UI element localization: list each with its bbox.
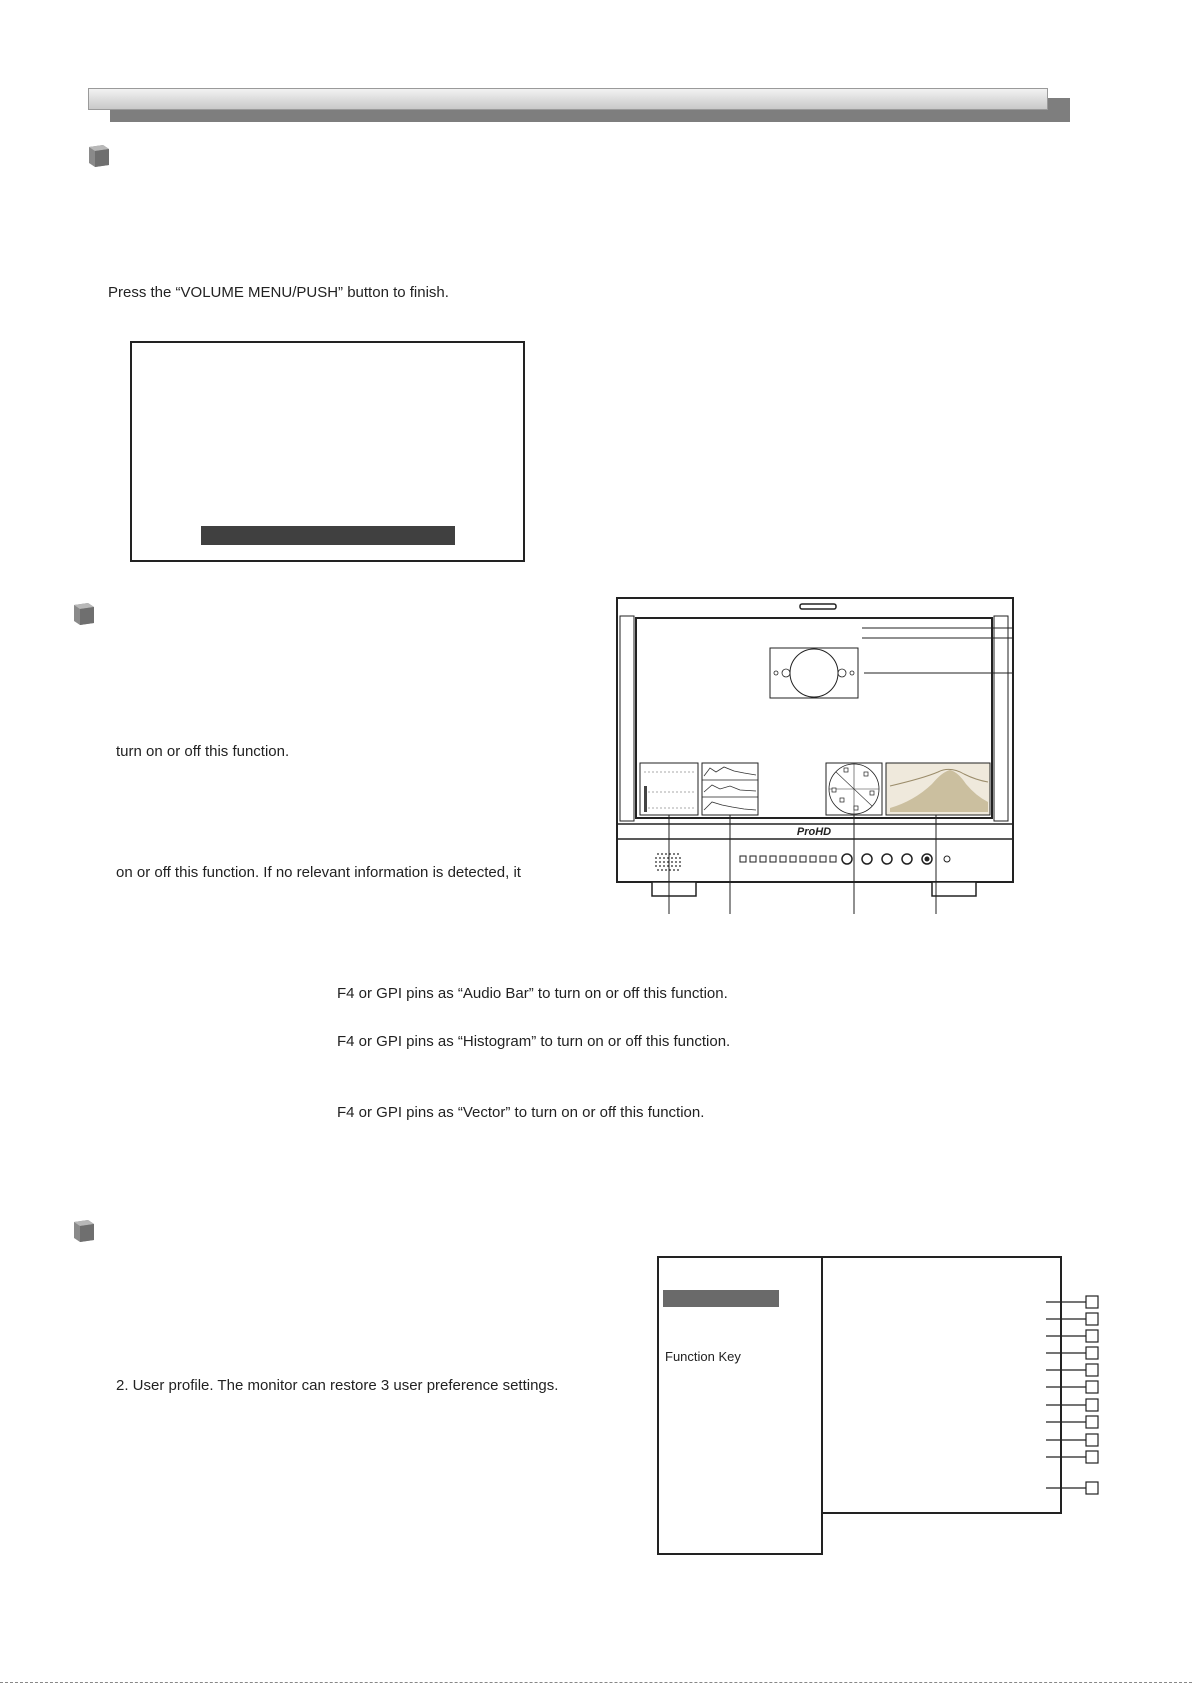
- function-menu-right-panel: [821, 1256, 1062, 1514]
- function-key-menu-item: Function Key: [665, 1349, 741, 1364]
- section-cube-icon: [70, 1218, 96, 1244]
- overlay-text-1: turn on or off this function.: [116, 743, 290, 760]
- page-bottom-divider: [0, 1682, 1192, 1683]
- vector-note: F4 or GPI pins as “Vector” to turn on or off this function.: [337, 1104, 705, 1121]
- section-cube-icon: [85, 143, 111, 169]
- section-cube-icon: [70, 601, 96, 627]
- finish-instruction: Press the “VOLUME MENU/PUSH” button to finish.: [108, 284, 449, 301]
- function-menu-selection: [663, 1290, 779, 1307]
- user-profile-text: 2. User profile. The monitor can restore 3 user preference settings.: [116, 1377, 559, 1394]
- audio-bar-note: F4 or GPI pins as “Audio Bar” to turn on or off this function.: [337, 985, 728, 1002]
- osd-menu-selection: [201, 526, 455, 545]
- monitor-brand-logo: ProHD: [796, 826, 832, 838]
- function-menu-callouts: [1040, 1290, 1100, 1510]
- monitor-illustration: [614, 596, 1014, 916]
- histogram-note: F4 or GPI pins as “Histogram” to turn on or off this function.: [337, 1033, 731, 1050]
- header-bar: [88, 88, 1048, 110]
- overlay-text-2: on or off this function. If no relevant information is detected, it: [116, 864, 521, 881]
